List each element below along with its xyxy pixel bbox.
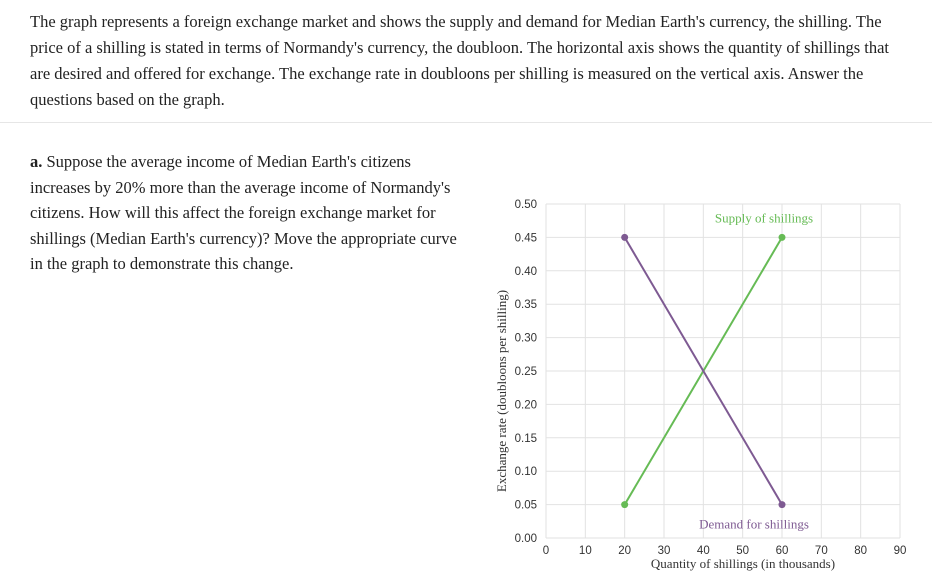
intro-paragraph: The graph represents a foreign exchange market and shows the supply and demand for Median Earth's currency, the shilling. The price of a shilling is stated in terms of Normandy's currency, the doubloon. The horizontal axis shows the quantity of shillings that are desired and offered for exchange. The exchange rate in doubloons per shilling is measured on the vertical axis. Answer the questions based on the graph.	[30, 12, 889, 109]
x-tick-label: 0	[542, 545, 550, 557]
y-tick-label: 0.35	[514, 299, 537, 312]
supply-label: Supply of shillings	[714, 210, 814, 226]
x-tick-label: 10	[578, 545, 592, 557]
question-label: a.	[30, 152, 43, 171]
y-tick-label: 0.25	[514, 366, 537, 378]
x-tick-label: 70	[814, 545, 828, 557]
chart-grid	[546, 204, 900, 538]
section-divider	[0, 122, 932, 123]
question-a	[30, 149, 470, 277]
x-tick-label: 50	[736, 545, 750, 557]
demand-point-handle[interactable]	[779, 501, 786, 508]
y-axis-title: Exchange rate (doubloons per shilling)	[494, 289, 509, 493]
y-axis-ticks	[515, 199, 537, 545]
supply-point-handle[interactable]	[621, 501, 628, 508]
x-tick-label: 20	[618, 545, 632, 557]
x-tick-label: 90	[893, 545, 907, 557]
y-tick-label: 0.30	[514, 332, 537, 345]
y-tick-label: 0.15	[514, 432, 537, 445]
y-tick-label: 0.05	[514, 499, 537, 512]
demand-label: Demand for shillings	[699, 516, 809, 532]
y-tick-label: 0.20	[514, 399, 537, 412]
question-text: Suppose the average income of Median Earth's citizens increases by 20% more than the average income of Normandy's citizens. How will this affect the foreign exchange market for shillings (Median Earth's currency)? Move the appropriate curve in the graph to demonstrate this change.	[30, 152, 457, 273]
y-tick-label: 0.45	[514, 232, 537, 245]
y-tick-label: 0.40	[514, 265, 537, 278]
x-tick-label: 40	[696, 545, 710, 557]
y-tick-label: 0.00	[514, 533, 537, 545]
y-tick-label: 0.50	[514, 199, 537, 211]
x-tick-label: 60	[775, 545, 789, 557]
demand-point-handle[interactable]	[621, 234, 628, 241]
x-tick-label: 80	[854, 545, 868, 557]
supply-demand-chart[interactable]	[490, 190, 920, 575]
x-tick-label: 30	[657, 545, 671, 557]
supply-point-handle[interactable]	[779, 234, 786, 241]
y-tick-label: 0.10	[514, 466, 537, 479]
x-axis-title: Quantity of shillings (in thousands)	[650, 556, 836, 571]
